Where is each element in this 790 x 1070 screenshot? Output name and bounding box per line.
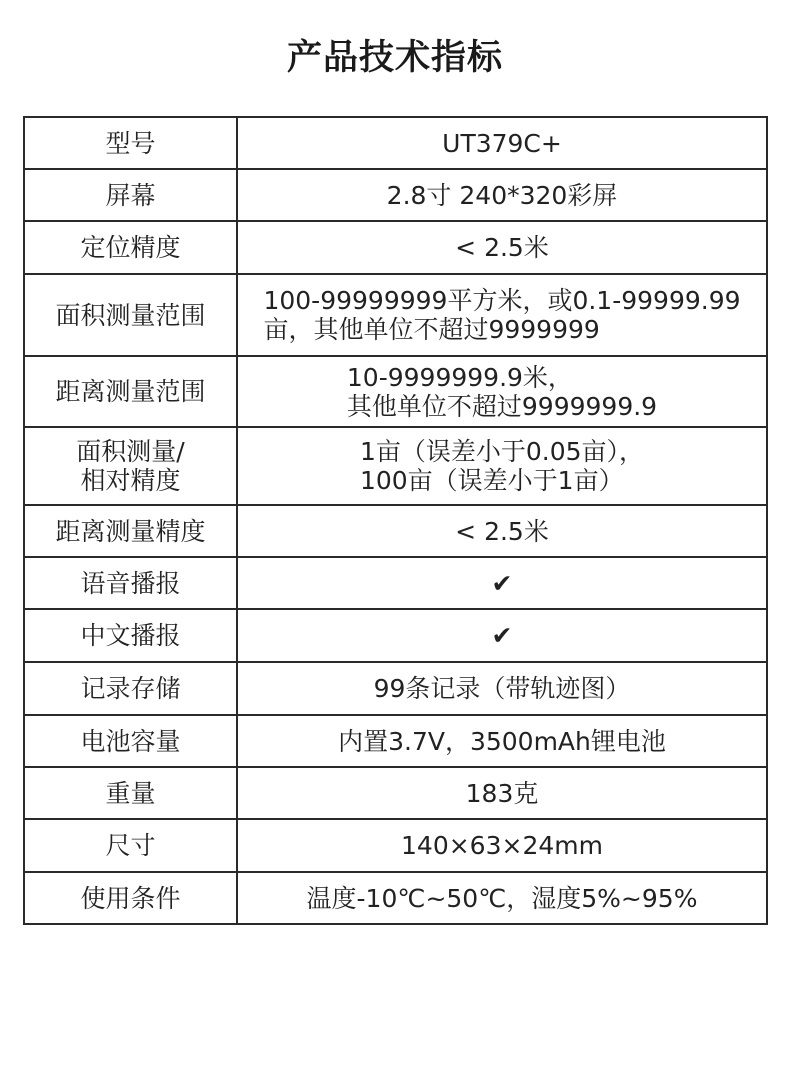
value-line: 亩，其他单位不超过9999999	[263, 315, 600, 344]
row-label: 记录存储	[24, 662, 237, 715]
row-label: 电池容量	[24, 715, 237, 767]
value-line: 1亩（误差小于0.05亩），	[359, 437, 645, 466]
table-row-voice-broadcast	[24, 557, 767, 609]
table-row-chinese-broadcast	[24, 609, 767, 662]
table-row-area-range	[24, 274, 767, 356]
value-line: 100亩（误差小于1亩）	[359, 466, 624, 495]
row-value: 内置3.7V，3500mAh锂电池	[237, 715, 767, 767]
table-row-model	[24, 117, 767, 169]
row-label: 型号	[24, 117, 237, 169]
page-title: 产品技术指标	[286, 38, 503, 78]
row-label: 面积测量范围	[24, 274, 237, 356]
table-row-operating-conditions	[24, 872, 767, 924]
table-row-distance-accuracy	[24, 505, 767, 557]
value-line: 100-99999999平方米，或0.1-99999.99	[263, 286, 741, 315]
row-label: 屏幕	[24, 169, 237, 221]
table-row-positioning-accuracy	[24, 221, 767, 274]
checkmark-icon: ✔	[237, 609, 767, 662]
table-row-size	[24, 819, 767, 872]
row-label: 重量	[24, 767, 237, 819]
row-label: 尺寸	[24, 819, 237, 872]
row-value	[237, 427, 767, 505]
row-value	[237, 274, 767, 356]
row-label	[24, 427, 237, 505]
label-line: 相对精度	[80, 466, 181, 495]
row-value: UT379C+	[237, 117, 767, 169]
row-value: 温度-10℃~50℃，湿度5%~95%	[237, 872, 767, 924]
value-line: 其他单位不超过9999999.9	[346, 391, 658, 421]
row-value: 99条记录（带轨迹图）	[237, 662, 767, 715]
row-label: 中文播报	[24, 609, 237, 662]
label-line: 面积测量/	[76, 437, 185, 466]
row-value: < 2.5米	[237, 505, 767, 557]
row-value: < 2.5米	[237, 221, 767, 274]
row-label: 距离测量范围	[24, 356, 237, 427]
table-row-record-storage	[24, 662, 767, 715]
table-row-weight	[24, 767, 767, 819]
row-label: 定位精度	[24, 221, 237, 274]
table-row-area-accuracy	[24, 427, 767, 505]
table-row-distance-range	[24, 356, 767, 427]
row-value: 183克	[237, 767, 767, 819]
row-value	[237, 356, 767, 427]
table-row-battery	[24, 715, 767, 767]
row-label: 使用条件	[24, 872, 237, 924]
value-line: 10-9999999.9米，	[346, 362, 573, 392]
row-value: 2.8寸 240*320彩屏	[237, 169, 767, 221]
row-label: 语音播报	[24, 557, 237, 609]
table-row-screen	[24, 169, 767, 221]
row-label: 距离测量精度	[24, 505, 237, 557]
checkmark-icon: ✔	[237, 557, 767, 609]
row-value: 140×63×24mm	[237, 819, 767, 872]
spec-table	[23, 116, 768, 925]
